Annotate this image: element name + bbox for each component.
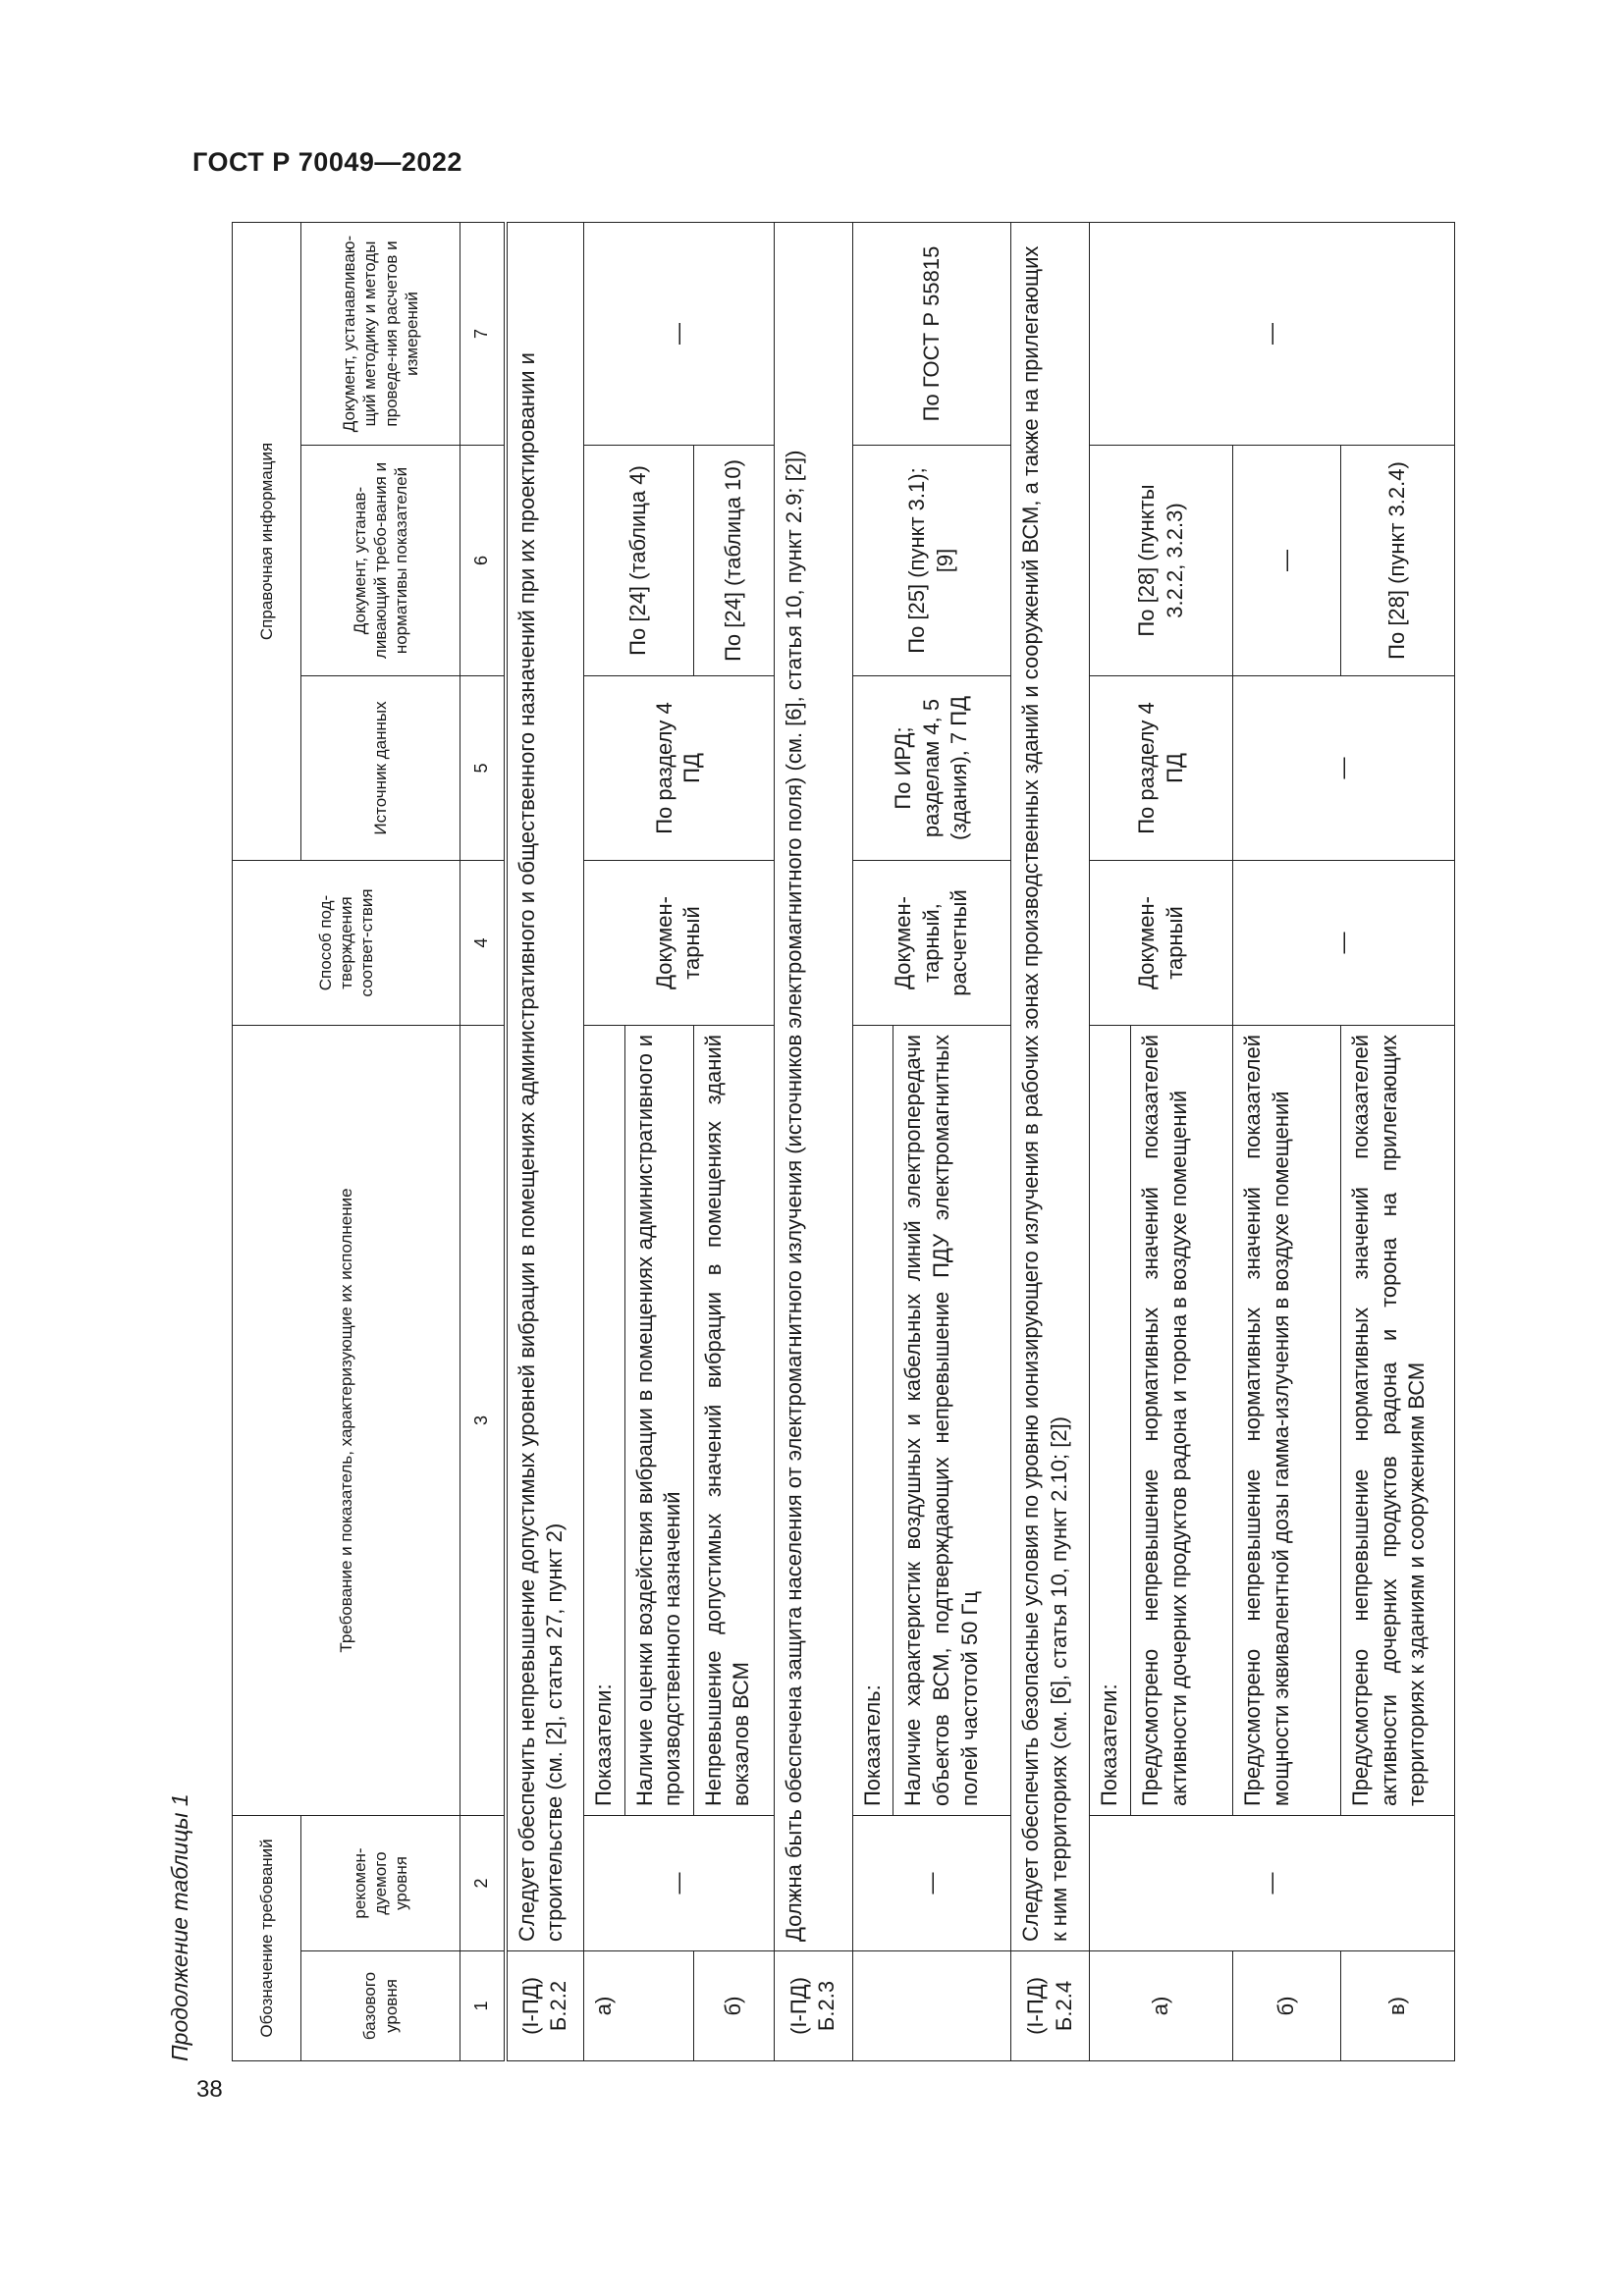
item-label-b: б) — [1232, 1951, 1340, 2061]
indicators-label: Показатель: — [852, 1026, 893, 1816]
item-label-b: б) — [693, 1951, 774, 2061]
header-reference: Справочная информация — [233, 223, 301, 861]
requirement-text: Следует обеспечить непревышение допустимых уровней вибрации в помещениях административного и общественного назначений при их проектировании и строительстве (см. [2], статья 27, пункт 2) — [506, 223, 584, 1951]
header-row — [233, 223, 301, 2061]
table-continuation-caption: Продолжение таблицы 1 — [167, 1793, 192, 2061]
methods-doc-cell: — — [1090, 223, 1455, 446]
header-designation: Обозначение требований — [233, 1816, 301, 2061]
table-row — [693, 223, 774, 2061]
column-number: 4 — [460, 861, 506, 1026]
data-source-cell: — — [1232, 676, 1454, 861]
header-requirement: Требование и показатель, характеризующие их исполнение — [233, 1026, 460, 1816]
indicator-text: Наличие характеристик воздушных и кабельных линий электропередачи объектов ВСМ, подтверждающих непревышение ПДУ электромагнитных полей частотой 50 Гц — [893, 1026, 1011, 1816]
item-label-a: а) — [1090, 1951, 1233, 2061]
table-row — [1232, 223, 1340, 2061]
requirements-doc-cell: По [28] (пункт 3.2.4) — [1340, 446, 1454, 676]
data-source-cell: По разделу 4 ПД — [1090, 676, 1233, 861]
requirement-code: (I-ПД) Б.2.2 — [506, 1951, 584, 2061]
column-number-row — [460, 223, 506, 2061]
column-number: 6 — [460, 446, 506, 676]
rotated-page-content — [167, 196, 1512, 2061]
data-source-cell: По ИРД; разделам 4, 5 (здания), 7 ПД — [852, 676, 1011, 861]
indicator-text: Предусмотрено непревышение нормативных значений показателей мощности эквивалентной дозы гамма-излучения в воздухе помещений — [1232, 1026, 1340, 1816]
indicators-label: Показатели: — [1090, 1026, 1131, 1816]
indicators-label: Показатели: — [584, 1026, 625, 1816]
header-methods-doc: Документ, устанавливаю-щий методику и методы проведе-ния расчетов и измерений — [301, 223, 460, 446]
requirements-doc-cell: — — [1232, 446, 1340, 676]
section-row — [506, 223, 584, 2061]
requirement-text: Должна быть обеспечена защита населения от электромагнитного излучения (источников электромагнитного поля) (см. [6], статья 10, пункт 2.9; [2]) — [774, 223, 852, 1951]
indicator-text: Непревышение допустимых значений вибрации в помещениях зданий вокзалов ВСМ — [693, 1026, 774, 1816]
section-row — [774, 223, 852, 2061]
item-label-empty — [852, 1951, 1011, 2061]
table-row — [852, 223, 893, 2061]
item-label-c: в) — [1340, 1951, 1454, 2061]
indicator-text: Предусмотрено непревышение нормативных значений показателей активности дочерних продуктов радона и торона на прилегающих территориях к зданиям и сооружениям ВСМ — [1340, 1026, 1454, 1816]
requirement-code: (I-ПД) Б.2.4 — [1011, 1951, 1090, 2061]
column-number: 1 — [460, 1951, 506, 2061]
method-cell: Докумен-тарный, расчетный — [852, 861, 1011, 1026]
method-cell: Докумен-тарный — [1090, 861, 1233, 1026]
indicator-text: Предусмотрено непревышение нормативных значений показателей активности дочерних продуктов радона и торона в воздухе помещений — [1130, 1026, 1232, 1816]
page-number: 38 — [196, 2076, 223, 2103]
requirement-text: Следует обеспечить безопасные условия по уровню ионизирующего излучения в рабочих зонах производственных зданий и сооружений ВСМ, а также на прилегающих к ним территориях (см. [6], статья 10, пункт 2.10; [2]) — [1011, 223, 1090, 1951]
requirements-doc-cell: По [25] (пункт 3.1); [9] — [852, 446, 1011, 676]
header-data-source: Источник данных — [301, 676, 460, 861]
requirement-code: (I-ПД) Б.2.3 — [774, 1951, 852, 2061]
requirements-doc-cell: По [28] (пункты 3.2.2, 3.2.3) — [1090, 446, 1233, 676]
method-cell: Докумен-тарный — [584, 861, 775, 1026]
column-number: 5 — [460, 676, 506, 861]
requirements-table — [232, 222, 1455, 2061]
column-number: 7 — [460, 223, 506, 446]
table-row — [1090, 223, 1131, 2061]
methods-doc-cell: — — [584, 223, 775, 446]
requirements-doc-cell: По [24] (таблица 10) — [693, 446, 774, 676]
table-row — [1340, 223, 1454, 2061]
header-method: Способ под-тверждения соответ-ствия — [233, 861, 460, 1026]
header-requirements-doc: Документ, устанав-ливающий требо-вания и нормативы показателей — [301, 446, 460, 676]
header-base-level: базового уровня — [301, 1951, 460, 2061]
methods-doc-cell: По ГОСТ Р 55815 — [852, 223, 1011, 446]
document-title: ГОСТ Р 70049—2022 — [192, 147, 462, 177]
data-source-cell: По разделу 4 ПД — [584, 676, 775, 861]
requirements-doc-cell: По [24] (таблица 4) — [584, 446, 694, 676]
item-label-a: а) — [591, 1996, 616, 2016]
recommended-level-cell: — — [584, 1816, 775, 1951]
recommended-level-cell: — — [1090, 1816, 1455, 1951]
section-row — [1011, 223, 1090, 2061]
indicator-text: Наличие оценки воздействия вибрации в помещениях административного и производственного назначений — [624, 1026, 693, 1816]
method-cell: — — [1232, 861, 1454, 1026]
header-recommended-level: рекомен-дуемого уровня — [301, 1816, 460, 1951]
column-number: 2 — [460, 1816, 506, 1951]
item-label — [584, 1951, 694, 2061]
table-row — [584, 223, 625, 2061]
recommended-level-cell: — — [852, 1816, 1011, 1951]
column-number: 3 — [460, 1026, 506, 1816]
